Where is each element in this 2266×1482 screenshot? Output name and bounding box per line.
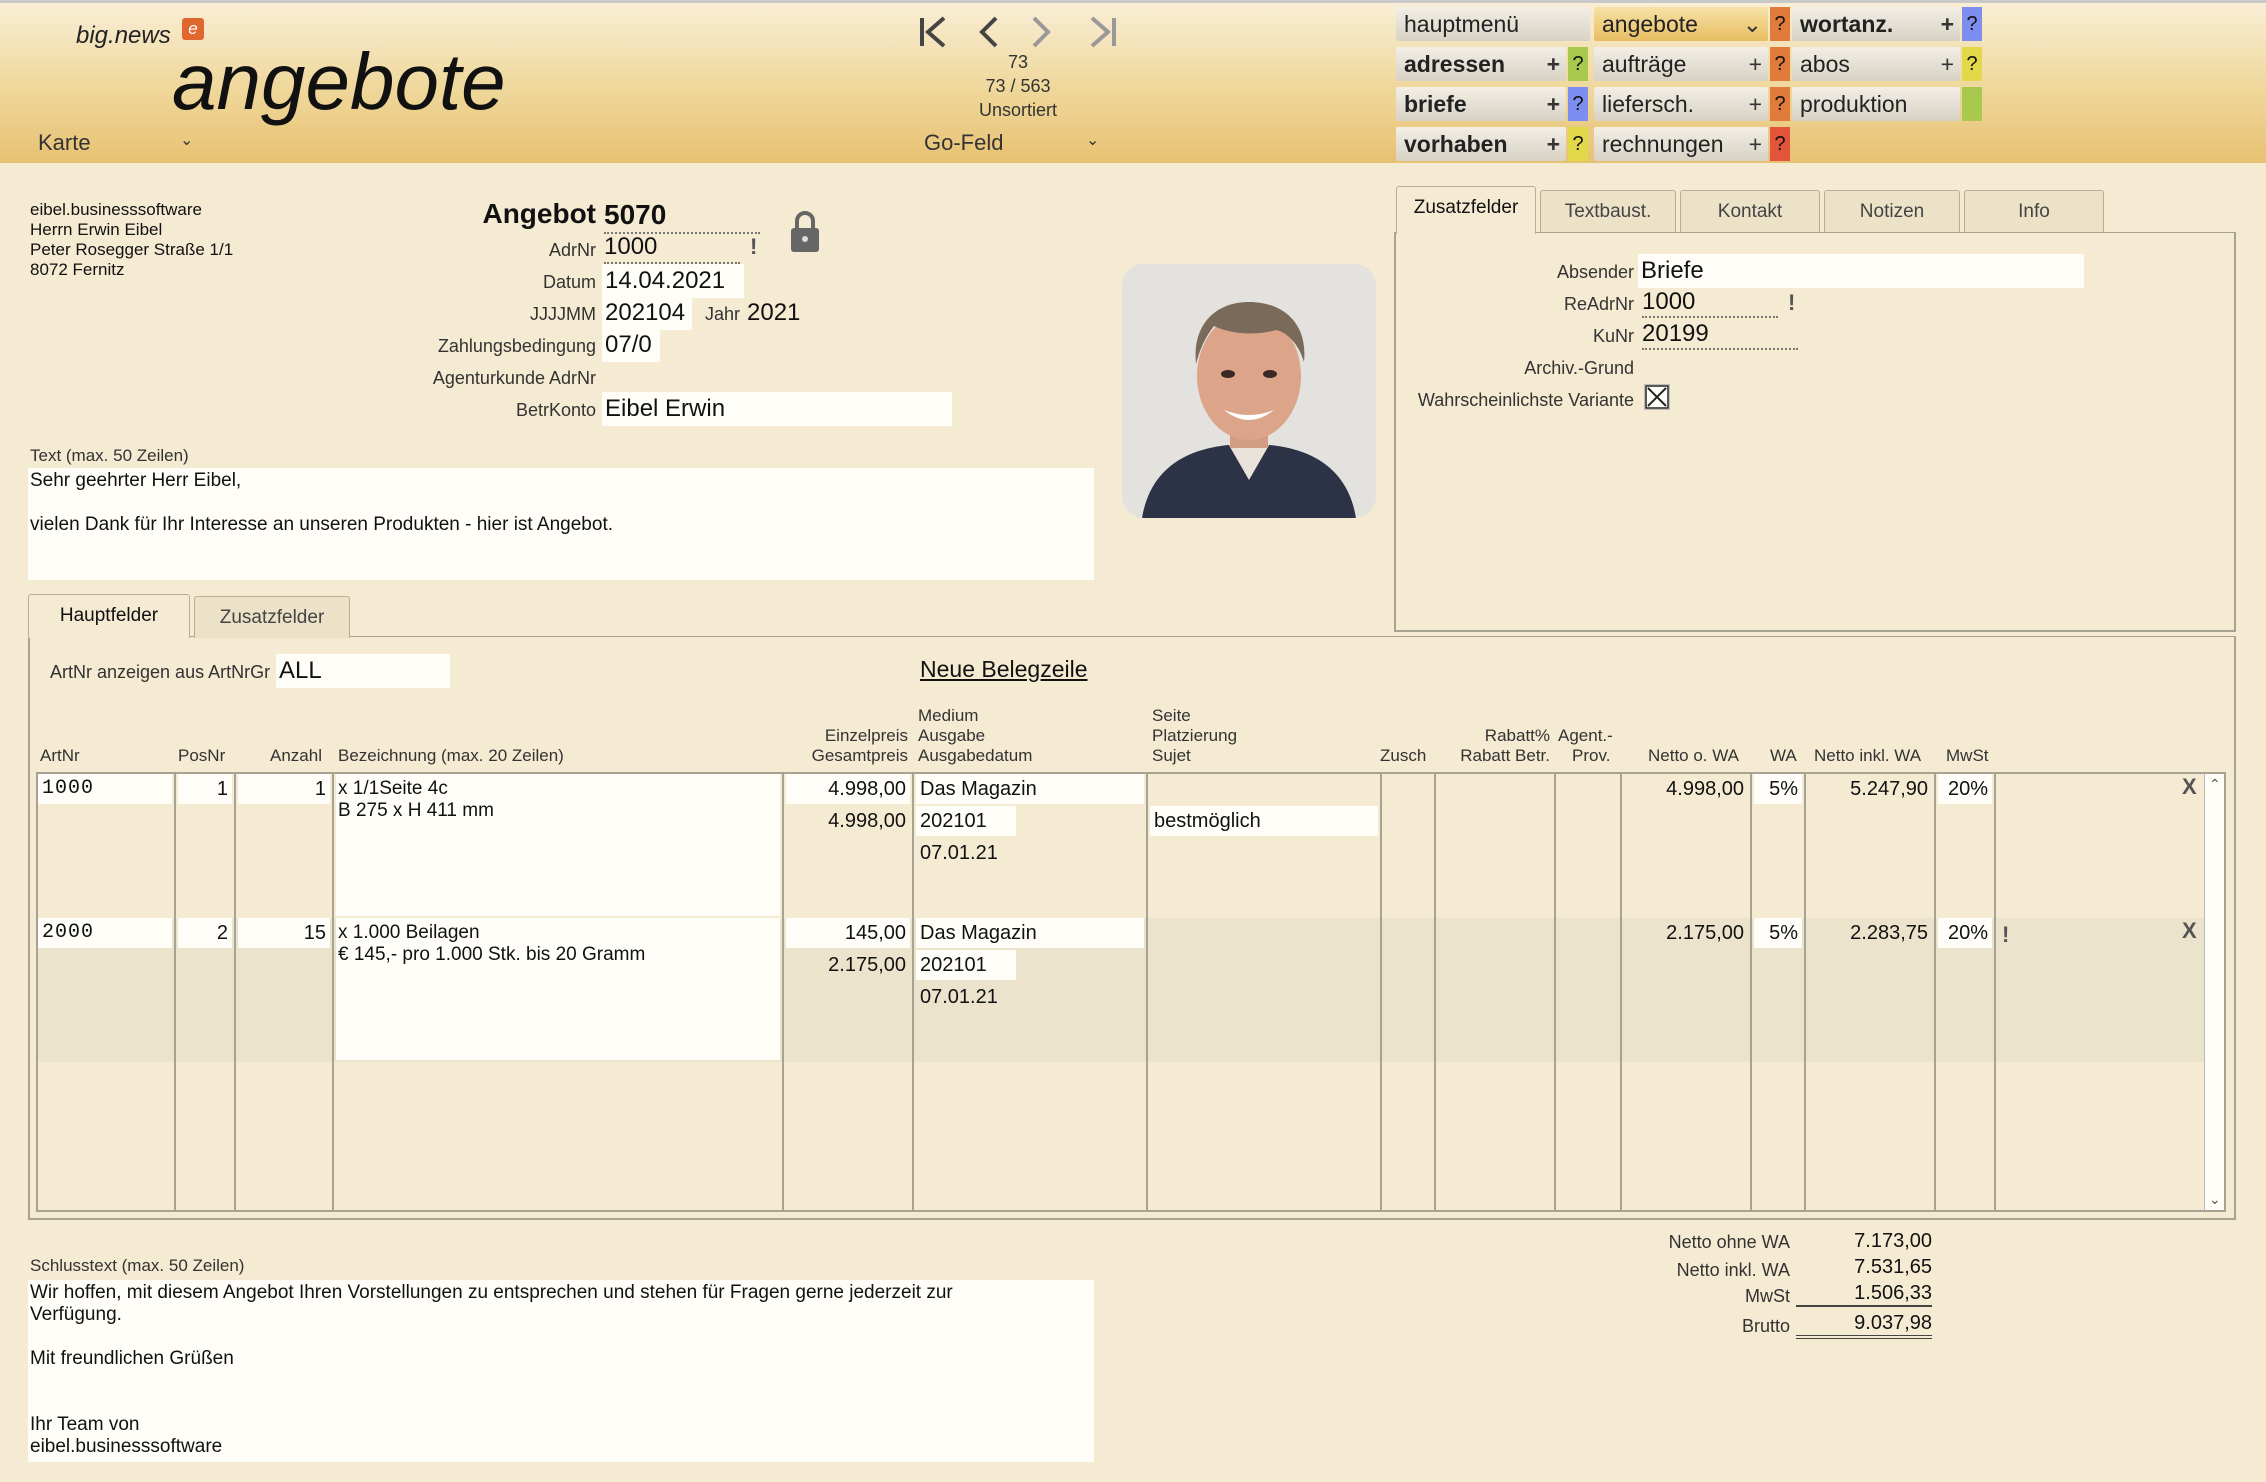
nav-vorhaben[interactable]: vorhaben + bbox=[1396, 127, 1566, 161]
row2-bezeichnung[interactable] bbox=[336, 918, 780, 1060]
closing-line: Mit freundlichen Grüßen bbox=[30, 1348, 234, 1369]
plus-icon[interactable]: + bbox=[1940, 51, 1954, 77]
betrkonto-label: BetrKonto bbox=[515, 400, 596, 420]
row2-ausgabe[interactable]: 202101 bbox=[916, 950, 1016, 980]
total-netto-iwa-label: Netto inkl. WA bbox=[1676, 1260, 1790, 1280]
archiv-grund-label: Archiv.-Grund bbox=[1524, 358, 1634, 378]
text-label: Text (max. 50 Zeilen) bbox=[30, 446, 189, 465]
help-auftraege-button[interactable]: ? bbox=[1770, 47, 1790, 81]
col-header-artnr: ArtNr bbox=[40, 746, 80, 765]
address-line: Herrn Erwin Eibel bbox=[30, 220, 163, 239]
row1-einzelpreis[interactable]: 4.998,00 bbox=[786, 774, 910, 804]
jjjjmm-field[interactable]: 202104 bbox=[602, 296, 692, 330]
last-record-icon[interactable] bbox=[1084, 14, 1120, 50]
row1-wa[interactable]: 5% bbox=[1754, 774, 1802, 804]
plus-icon[interactable]: + bbox=[1546, 91, 1560, 117]
help-vorhaben-button[interactable]: ? bbox=[1568, 127, 1588, 161]
wahrscheinlichste-variante-checkbox[interactable] bbox=[1644, 384, 1670, 410]
plus-icon[interactable]: + bbox=[1748, 91, 1762, 117]
goto-field-select[interactable]: Go-Feld ⌄ bbox=[924, 130, 1100, 155]
row2-artnr[interactable]: 2000 bbox=[38, 918, 172, 948]
row1-netto-inkl-wa: 5.247,90 bbox=[1850, 778, 1928, 800]
jjjjmm-label: JJJJMM bbox=[530, 304, 596, 324]
address-block bbox=[30, 200, 233, 280]
page-title: angebote bbox=[172, 37, 506, 126]
tab-info[interactable]: Info bbox=[1964, 190, 2104, 232]
tab-textbaust[interactable]: Textbaust. bbox=[1540, 190, 1676, 232]
col-header-ausgabedatum: Ausgabedatum bbox=[918, 746, 1033, 765]
chevron-down-icon: ⌄ bbox=[1086, 132, 1100, 149]
sort-state: Unsortiert bbox=[978, 100, 1058, 120]
row1-delete-button[interactable]: X bbox=[2182, 774, 2197, 799]
col-header-platzierung: Platzierung bbox=[1152, 726, 1238, 745]
nav-produktion[interactable]: produktion bbox=[1792, 87, 1960, 121]
total-brutto: 9.037,98 bbox=[1796, 1312, 1932, 1339]
plus-icon[interactable]: + bbox=[1546, 131, 1560, 157]
datum-label: Datum bbox=[542, 272, 596, 292]
help-adressen-button[interactable]: ? bbox=[1568, 47, 1588, 81]
tab-hauptfelder[interactable]: Hauptfelder bbox=[28, 594, 190, 638]
row1-bezeichnung[interactable] bbox=[336, 774, 780, 916]
offer-label: Angebot bbox=[482, 198, 596, 229]
row2-medium[interactable]: Das Magazin bbox=[916, 918, 1144, 948]
row2-einzelpreis[interactable]: 145,00 bbox=[786, 918, 910, 948]
layout-select[interactable]: Karte ⌄ bbox=[38, 130, 194, 155]
closing-line: Wir hoffen, mit diesem Angebot Ihren Vorstellungen zu entsprechen und stehen für Fragen gerne jederzeit zur bbox=[30, 1282, 953, 1303]
row1-ausgabe[interactable]: 202101 bbox=[916, 806, 1016, 836]
total-netto-iwa: 7.531,65 bbox=[1854, 1256, 1932, 1278]
col-header-anzahl: Anzahl bbox=[270, 746, 322, 765]
zahlungsbedingung-label: Zahlungsbedingung bbox=[437, 336, 596, 356]
col-header-gesamtpreis: Gesamtpreis bbox=[811, 746, 908, 765]
nav-wortanz[interactable]: wortanz. + bbox=[1792, 7, 1960, 41]
closing-label: Schlusstext (max. 50 Zeilen) bbox=[30, 1256, 245, 1275]
new-line-link[interactable]: Neue Belegzeile bbox=[920, 656, 1088, 682]
absender-field[interactable]: Briefe bbox=[1638, 254, 2084, 288]
col-header-bezeichnung: Bezeichnung (max. 20 Zeilen) bbox=[338, 746, 564, 765]
person-portrait-icon bbox=[1122, 264, 1376, 518]
brand-name: big.news bbox=[76, 22, 171, 49]
tab-notizen[interactable]: Notizen bbox=[1824, 190, 1960, 232]
row2-anzahl[interactable]: 15 bbox=[238, 918, 330, 948]
scroll-down-icon[interactable]: ⌄ bbox=[2209, 1191, 2221, 1207]
row2-netto-o-wa: 2.175,00 bbox=[1666, 922, 1744, 944]
total-netto-owa-label: Netto ohne WA bbox=[1668, 1232, 1790, 1252]
row2-wa[interactable]: 5% bbox=[1754, 918, 1802, 948]
nav-adressen[interactable]: adressen + bbox=[1396, 47, 1566, 81]
first-record-icon[interactable] bbox=[916, 14, 952, 50]
chevron-down-icon: ⌄ bbox=[180, 132, 194, 149]
closing-line: Ihr Team von bbox=[30, 1414, 140, 1435]
scroll-up-icon[interactable]: ⌃ bbox=[2209, 776, 2221, 792]
row1-gesamtpreis: 4.998,00 bbox=[828, 810, 906, 832]
address-line: Peter Rosegger Straße 1/1 bbox=[30, 240, 234, 259]
help-angebote-button[interactable]: ? bbox=[1770, 7, 1790, 41]
help-liefersch-button[interactable]: ? bbox=[1770, 87, 1790, 121]
betrkonto-field[interactable]: Eibel Erwin bbox=[602, 392, 952, 426]
row2-mwst[interactable]: 20% bbox=[1938, 918, 1992, 948]
col-header-agent: Agent.- bbox=[1558, 726, 1613, 745]
total-netto-owa: 7.173,00 bbox=[1854, 1230, 1932, 1252]
lock-icon[interactable] bbox=[788, 208, 822, 254]
wahrscheinlichste-variante-label: Wahrscheinlichste Variante bbox=[1417, 390, 1634, 410]
nav-abos[interactable]: abos + bbox=[1792, 47, 1960, 81]
plus-icon[interactable]: + bbox=[1546, 51, 1560, 77]
zahlungsbedingung-field[interactable]: 07/0 bbox=[602, 328, 660, 362]
agenturkunde-label: Agenturkunde AdrNr bbox=[432, 368, 596, 388]
row1-medium[interactable]: Das Magazin bbox=[916, 774, 1144, 804]
next-record-icon[interactable] bbox=[1026, 14, 1056, 50]
adrnr-label: AdrNr bbox=[548, 240, 596, 260]
help-wortanz-button[interactable]: ? bbox=[1962, 7, 1982, 41]
total-brutto-label: Brutto bbox=[1741, 1316, 1790, 1336]
record-counter: 73 / 563 bbox=[985, 76, 1051, 96]
text-area[interactable] bbox=[28, 468, 1094, 580]
closing-line: eibel.businesssoftware bbox=[30, 1436, 223, 1457]
row2-ausgabedatum: 07.01.21 bbox=[920, 986, 998, 1008]
readrnr-label: ReAdrNr bbox=[1563, 294, 1634, 314]
col-header-rabatt-betr: Rabatt Betr. bbox=[1460, 746, 1550, 765]
kunr-field[interactable]: 20199 bbox=[1642, 320, 1798, 350]
col-header-prov: Prov. bbox=[1572, 746, 1611, 765]
row1-posnr[interactable]: 1 bbox=[178, 774, 232, 804]
col-header-netto-o-wa: Netto o. WA bbox=[1648, 746, 1740, 765]
row1-netto-o-wa: 4.998,00 bbox=[1666, 778, 1744, 800]
col-header-posnr: PosNr bbox=[178, 746, 226, 765]
col-header-rabatt-pct: Rabatt% bbox=[1484, 726, 1550, 745]
row2-warning-icon: ! bbox=[2002, 922, 2010, 947]
jahr-label: Jahr bbox=[704, 304, 740, 324]
address-line: 8072 Fernitz bbox=[30, 260, 125, 279]
bez-line: B 275 x H 411 mm bbox=[338, 800, 494, 821]
nav-angebote[interactable]: angebote ⌄ bbox=[1594, 7, 1768, 41]
col-header-sujet: Sujet bbox=[1152, 746, 1191, 765]
address-line: eibel.businesssoftware bbox=[30, 200, 202, 219]
checkmark-x-icon bbox=[1645, 385, 1669, 409]
previous-record-icon[interactable] bbox=[974, 14, 1004, 50]
text-line: Sehr geehrter Herr Eibel, bbox=[30, 470, 242, 491]
help-briefe-button[interactable]: ? bbox=[1568, 87, 1588, 121]
readrnr-field[interactable]: 1000 bbox=[1642, 288, 1778, 318]
side-tab-panel bbox=[1394, 232, 2236, 632]
total-mwst: 1.506,33 bbox=[1796, 1282, 1932, 1307]
row1-platzierung[interactable]: bestmöglich bbox=[1150, 806, 1378, 836]
col-header-ausgabe: Ausgabe bbox=[918, 726, 986, 745]
closing-text-area[interactable] bbox=[28, 1280, 1094, 1462]
bez-line: x 1.000 Beilagen bbox=[338, 922, 480, 943]
list-scrollbar[interactable] bbox=[2204, 774, 2224, 1210]
artnrgr-field[interactable]: ALL bbox=[276, 654, 450, 688]
bez-line: x 1/1Seite 4c bbox=[338, 778, 448, 799]
produktion-status bbox=[1962, 87, 1982, 121]
brand-logo-icon: e bbox=[182, 18, 204, 40]
datum-field[interactable]: 14.04.2021 bbox=[602, 264, 744, 298]
tab-zusatzfelder-lower[interactable]: Zusatzfelder bbox=[194, 596, 350, 638]
bez-line: € 145,- pro 1.000 Stk. bis 20 Gramm bbox=[338, 944, 646, 965]
record-index: 73 bbox=[1007, 52, 1029, 72]
row1-artnr[interactable]: 1000 bbox=[38, 774, 172, 804]
row2-posnr[interactable]: 2 bbox=[178, 918, 232, 948]
row2-gesamtpreis: 2.175,00 bbox=[828, 954, 906, 976]
closing-line: Verfügung. bbox=[30, 1304, 122, 1325]
col-header-wa: WA bbox=[1770, 746, 1797, 765]
col-header-einzelpreis: Einzelpreis bbox=[824, 726, 908, 745]
col-header-seite: Seite bbox=[1152, 706, 1191, 725]
artnrgr-label: ArtNr anzeigen aus ArtNrGr bbox=[50, 662, 271, 682]
tab-kontakt[interactable]: Kontakt bbox=[1680, 190, 1820, 232]
col-header-zusch: Zusch bbox=[1380, 746, 1427, 765]
col-header-netto-inkl-wa: Netto inkl. WA bbox=[1814, 746, 1922, 765]
nav-hauptmenue[interactable]: hauptmenü bbox=[1396, 7, 1590, 41]
offer-number-field[interactable]: 5070 bbox=[604, 198, 760, 234]
plus-icon[interactable]: + bbox=[1940, 11, 1954, 37]
nav-rechnungen[interactable]: rechnungen + bbox=[1594, 127, 1768, 161]
help-abos-button[interactable]: ? bbox=[1962, 47, 1982, 81]
row1-anzahl[interactable]: 1 bbox=[238, 774, 330, 804]
row1-mwst[interactable]: 20% bbox=[1938, 774, 1992, 804]
row2-netto-inkl-wa: 2.283,75 bbox=[1850, 922, 1928, 944]
row1-ausgabedatum: 07.01.21 bbox=[920, 842, 998, 864]
adrnr-field[interactable]: 1000 bbox=[604, 232, 740, 264]
contact-photo bbox=[1122, 264, 1376, 518]
warning-icon: ! bbox=[750, 234, 758, 259]
plus-icon[interactable]: + bbox=[1748, 51, 1762, 77]
total-mwst-label: MwSt bbox=[1745, 1286, 1790, 1306]
help-rechnungen-button[interactable]: ? bbox=[1770, 127, 1790, 161]
col-header-mwst: MwSt bbox=[1946, 746, 1989, 765]
kunr-label: KuNr bbox=[1592, 326, 1634, 346]
text-line: vielen Dank für Ihr Interesse an unseren Produkten - hier ist Angebot. bbox=[30, 514, 613, 535]
nav-briefe[interactable]: briefe + bbox=[1396, 87, 1566, 121]
jahr-field[interactable]: 2021 bbox=[747, 299, 801, 326]
absender-label: Absender bbox=[1556, 262, 1634, 282]
warning-icon: ! bbox=[1788, 290, 1796, 315]
nav-liefersch[interactable]: liefersch. + bbox=[1594, 87, 1768, 121]
plus-icon[interactable]: + bbox=[1748, 131, 1762, 157]
row2-delete-button[interactable]: X bbox=[2182, 918, 2197, 943]
col-header-medium: Medium bbox=[918, 706, 979, 725]
tab-zusatzfelder[interactable]: Zusatzfelder bbox=[1396, 186, 1536, 234]
nav-auftraege[interactable]: aufträge + bbox=[1594, 47, 1768, 81]
chevron-down-icon: ⌄ bbox=[1742, 11, 1762, 37]
